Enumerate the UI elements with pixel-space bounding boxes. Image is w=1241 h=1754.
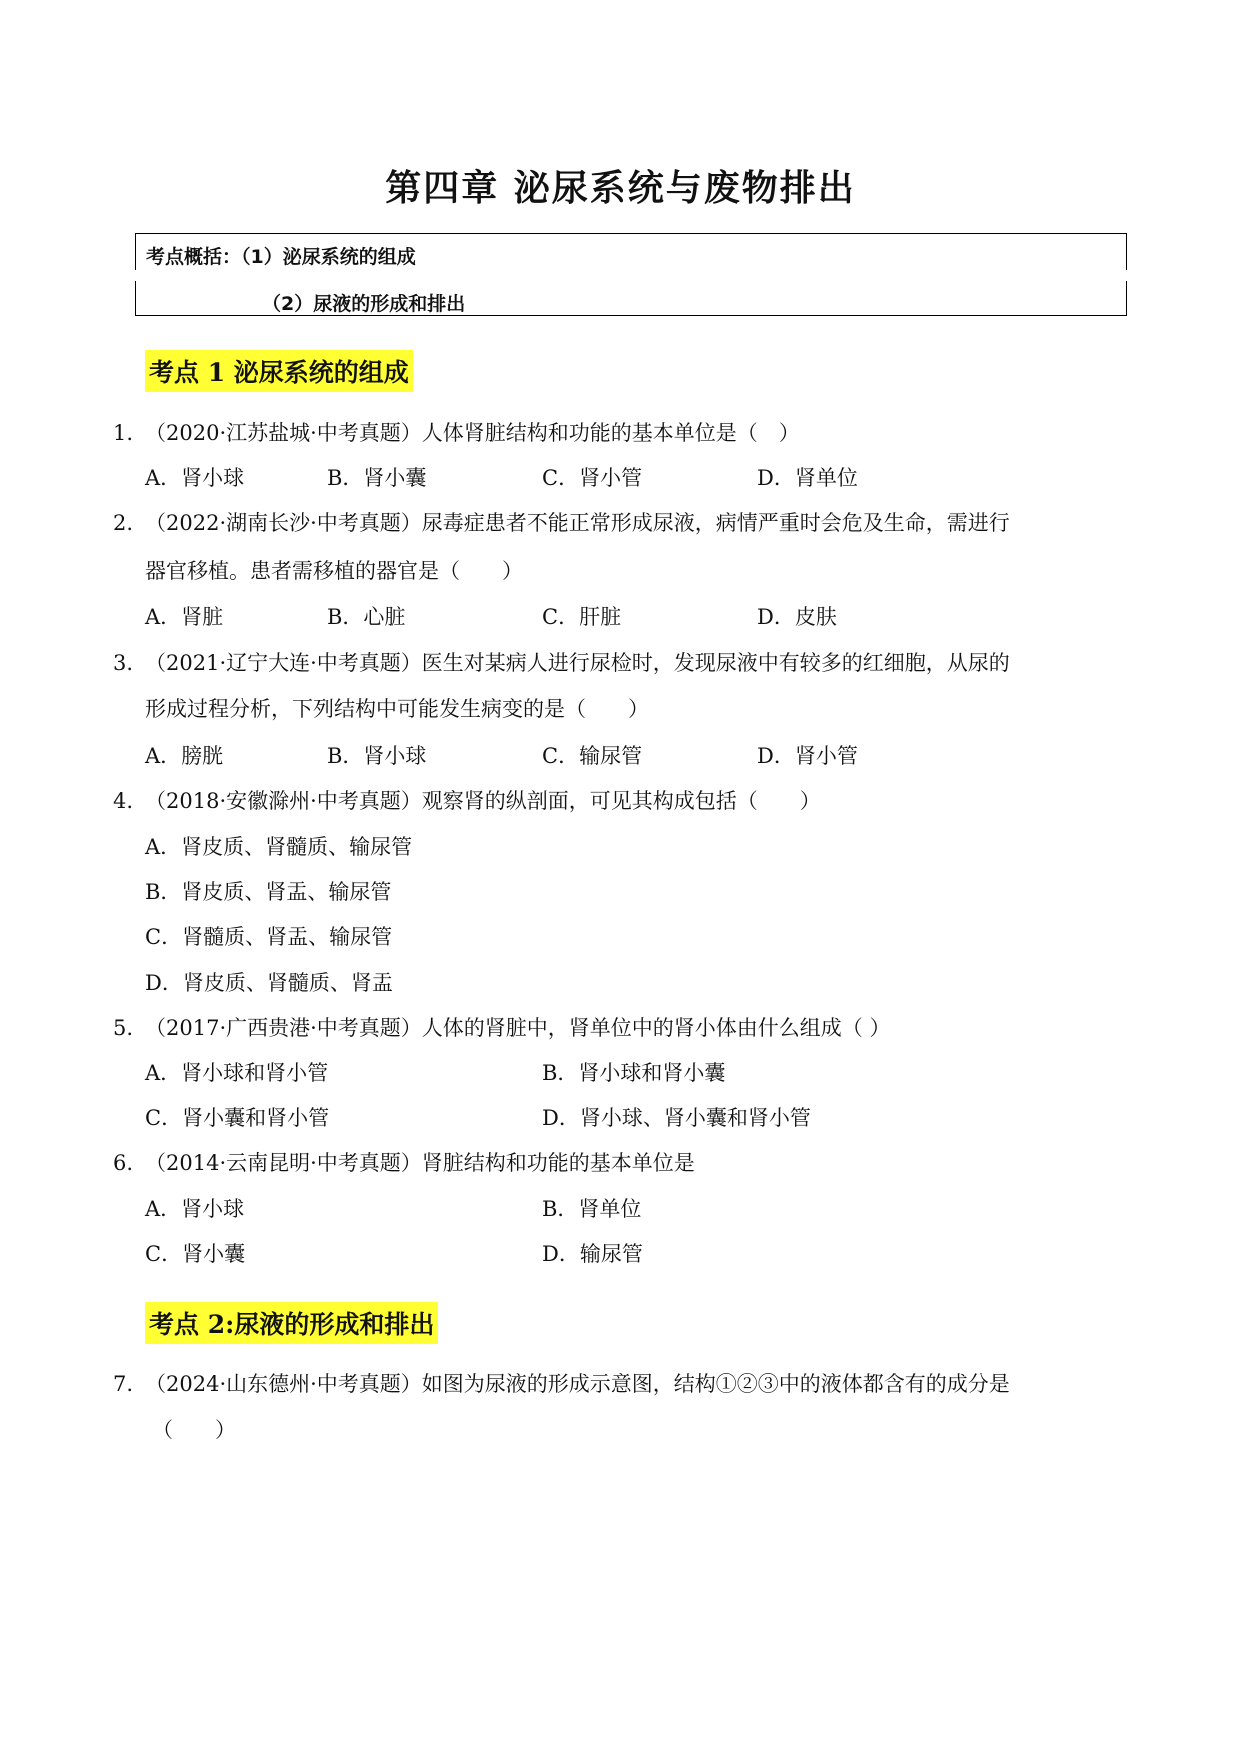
option-a: A．膀胱	[145, 744, 224, 768]
option-d: D．输尿管	[542, 1242, 643, 1266]
option-c: C．肾髓质、肾盂、输尿管	[145, 925, 393, 949]
summary-line-2: （2）尿液的形成和排出	[262, 293, 466, 315]
question-text: （2024·山东德州·中考真题）如图为尿液的形成示意图，结构①②③中的液体都含有的成分是	[145, 1372, 1010, 1396]
option-c: C．肝脏	[542, 605, 622, 629]
option-d: D．肾单位	[757, 466, 858, 490]
option-b: B．肾皮质、肾盂、输尿管	[145, 880, 392, 904]
question-text: （2014·云南昆明·中考真题）肾脏结构和功能的基本单位是	[145, 1151, 695, 1175]
option-b: B．肾小囊	[327, 466, 427, 490]
option-b: B．肾小球和肾小囊	[542, 1061, 726, 1085]
option-d: D．肾皮质、肾髓质、肾盂	[145, 971, 393, 995]
question-number: 5.	[113, 1016, 134, 1040]
option-c: C．肾小管	[542, 466, 643, 490]
option-b: B．肾单位	[542, 1197, 642, 1221]
option-a: A．肾皮质、肾髓质、输尿管	[145, 835, 413, 859]
question-text: （2020·江苏盐城·中考真题）人体肾脏结构和功能的基本单位是（ ）	[145, 421, 800, 445]
question-text: （2021·辽宁大连·中考真题）医生对某病人进行尿检时，发现尿液中有较多的红细胞，从尿的	[145, 651, 1010, 675]
option-a: A．肾小球和肾小管	[145, 1061, 329, 1085]
option-a: A．肾小球	[145, 466, 245, 490]
option-c: C．肾小囊	[145, 1242, 246, 1266]
question-number: 4.	[113, 789, 134, 813]
section-heading-1: 考点 1 泌尿系统的组成	[145, 350, 413, 392]
summary-line-1: 考点概括：（1）泌尿系统的组成	[146, 246, 416, 268]
option-c: C．输尿管	[542, 744, 643, 768]
question-number: 6.	[113, 1151, 134, 1175]
question-text: （2022·湖南长沙·中考真题）尿毒症患者不能正常形成尿液，病情严重时会危及生命，需进行	[145, 511, 1010, 535]
question-number: 7.	[113, 1372, 134, 1396]
key-points-summary	[135, 233, 1127, 317]
option-d: D．肾小球、肾小囊和肾小管	[542, 1106, 811, 1130]
question-number: 1.	[113, 421, 134, 445]
section-heading-2: 考点 2:尿液的形成和排出	[145, 1302, 438, 1344]
question-text: （2018·安徽滁州·中考真题）观察肾的纵剖面，可见其构成包括（ ）	[145, 789, 821, 813]
option-b: B．肾小球	[327, 744, 427, 768]
option-c: C．肾小囊和肾小管	[145, 1106, 330, 1130]
question-text-cont: （ ）	[152, 1418, 236, 1442]
option-d: D．皮肤	[757, 605, 837, 629]
option-a: A．肾小球	[145, 1197, 245, 1221]
question-text-cont: 器官移植。患者需移植的器官是（ ）	[145, 559, 523, 583]
summary-box-top	[135, 233, 1127, 270]
option-d: D．肾小管	[757, 744, 858, 768]
question-text: （2017·广西贵港·中考真题）人体的肾脏中，肾单位中的肾小体由什么组成（ ）	[145, 1016, 891, 1040]
chapter-title: 第四章 泌尿系统与废物排出	[385, 167, 856, 209]
question-text-cont: 形成过程分析，下列结构中可能发生病变的是（ ）	[145, 697, 649, 721]
summary-box-bottom	[135, 281, 1127, 316]
option-a: A．肾脏	[145, 605, 224, 629]
question-number: 3.	[113, 651, 134, 675]
option-b: B．心脏	[327, 605, 406, 629]
question-number: 2.	[113, 511, 134, 535]
